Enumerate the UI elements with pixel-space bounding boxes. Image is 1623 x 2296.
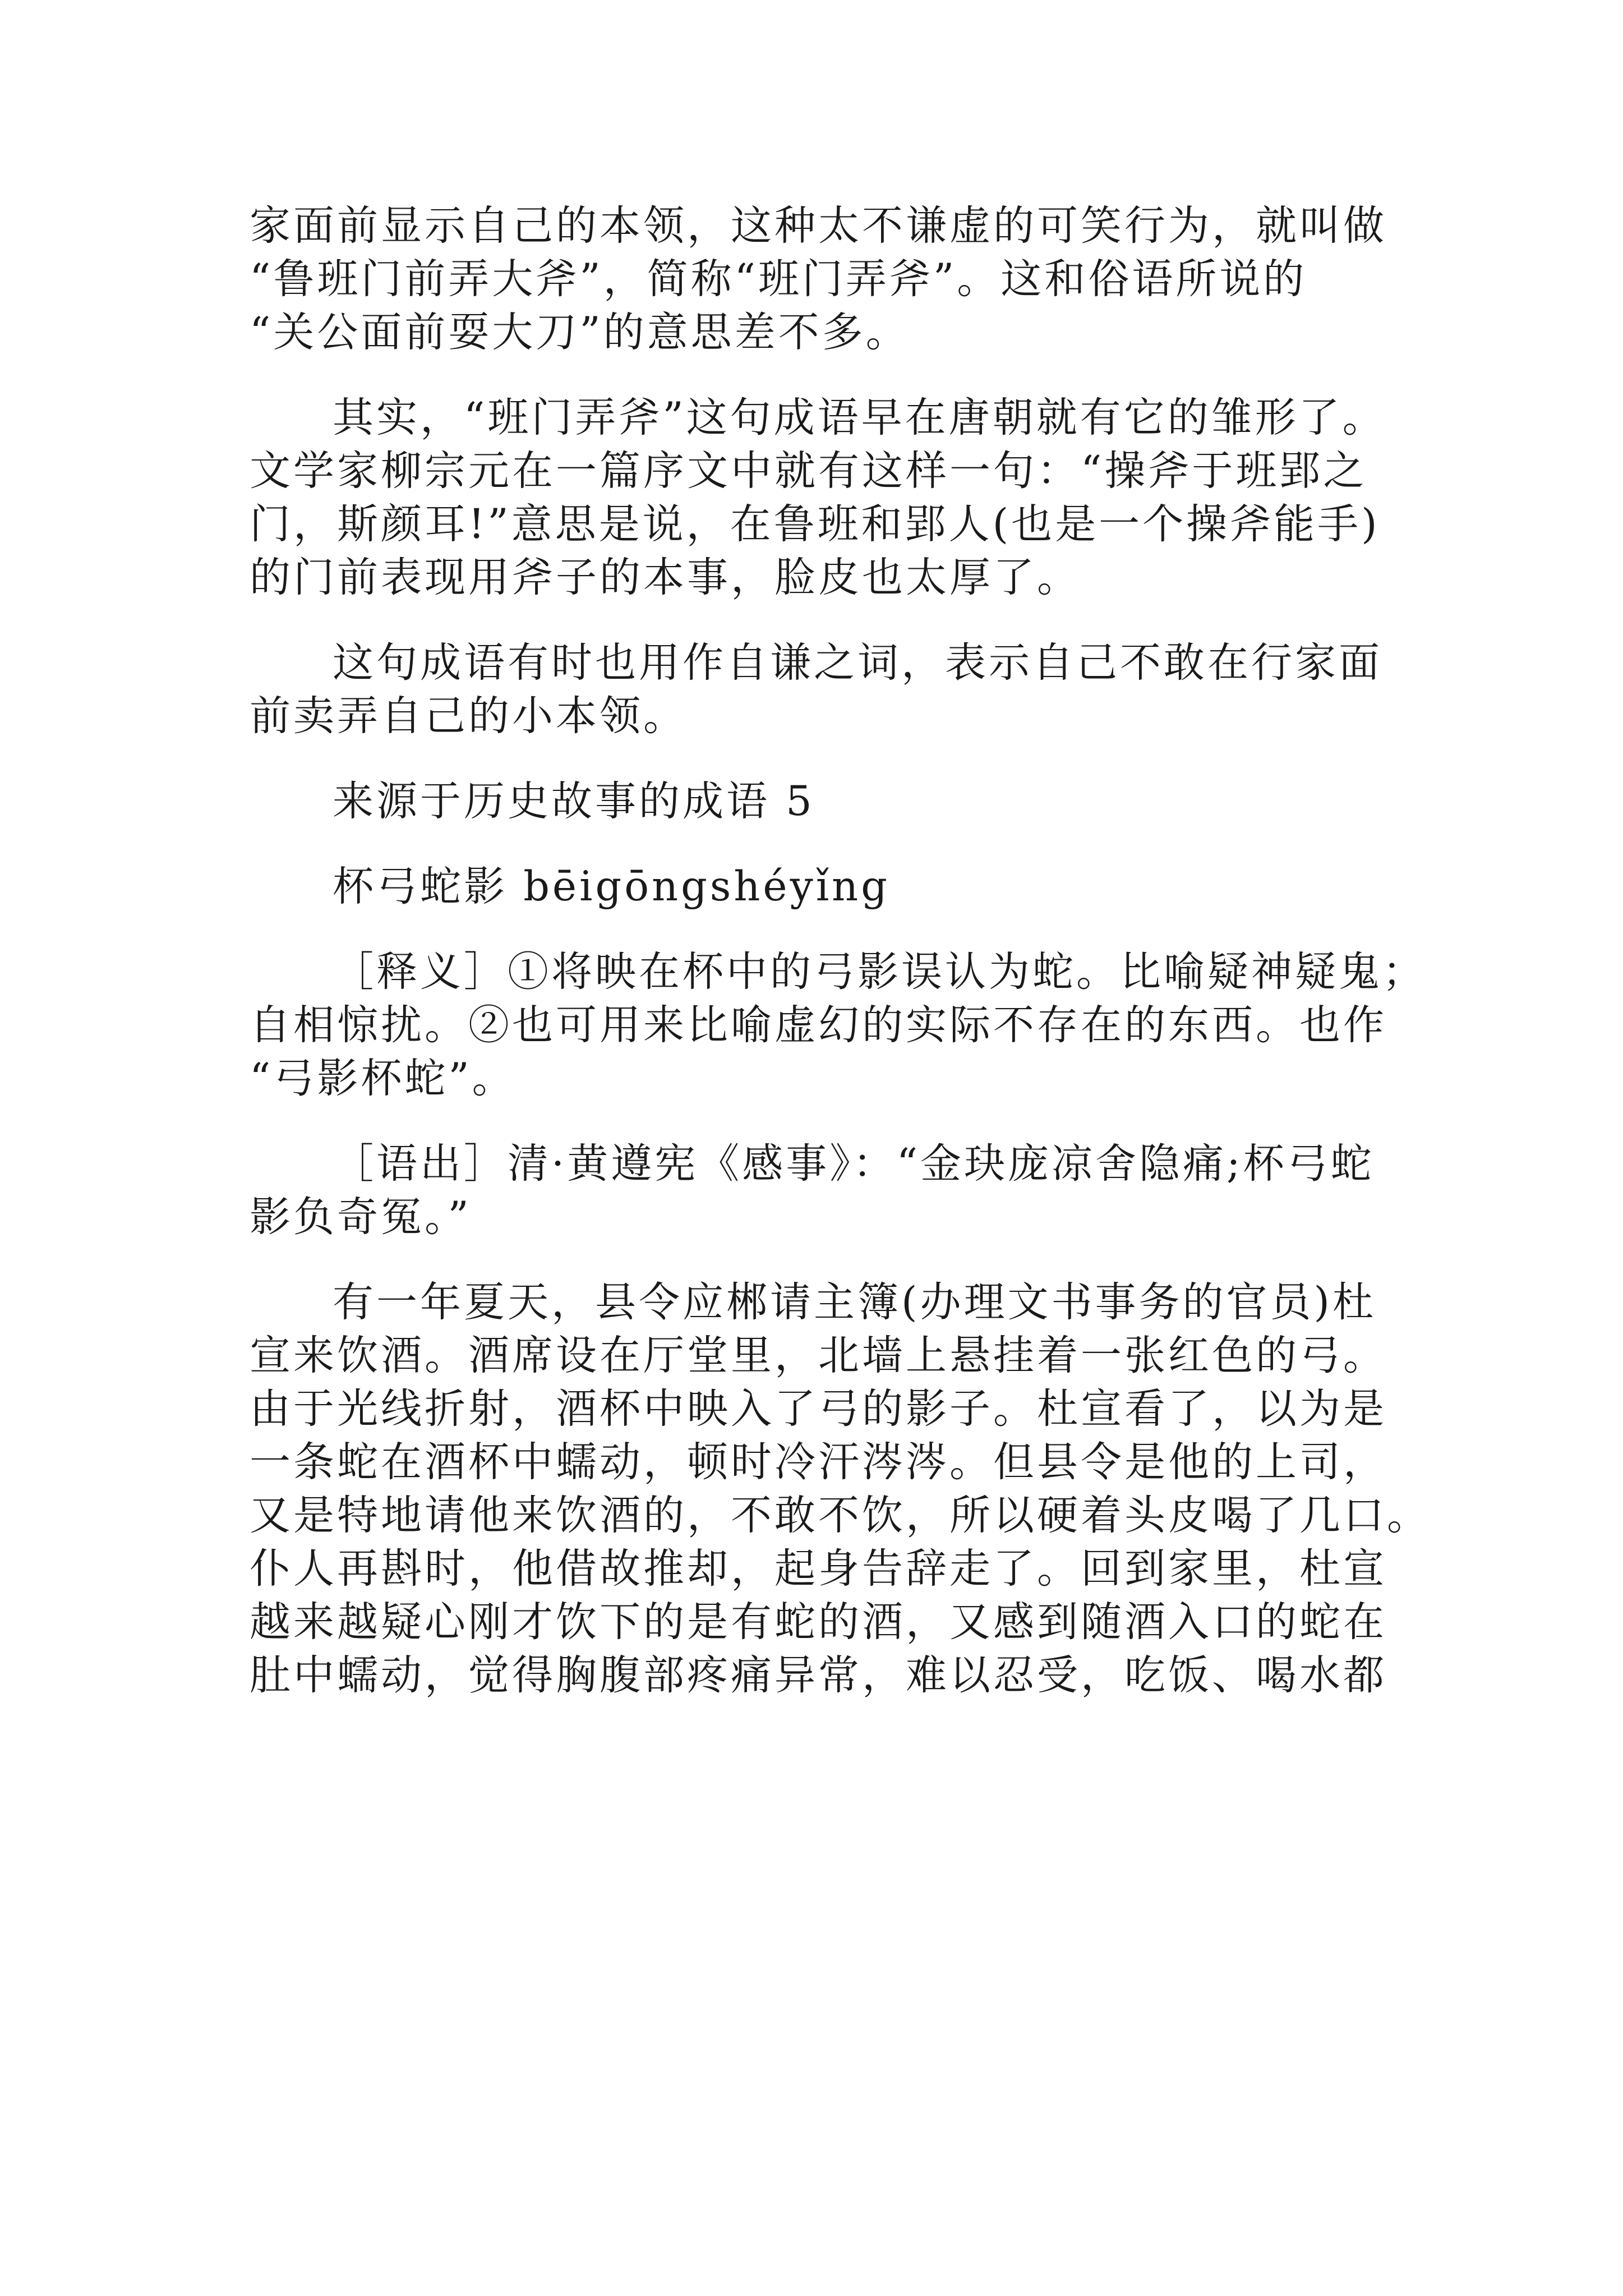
section-heading: 来源于历史故事的成语 5	[333, 777, 815, 825]
paragraph-start-line: 有一年夏天，县令应郴请主簿(办理文书事务的官员)杜	[333, 1278, 1376, 1326]
source-line: ［语出］清·黄遵宪《感事》：“金玦庞凉舍隐痛;杯弓蛇	[333, 1140, 1375, 1188]
text-line: 文学家柳宗元在一篇序文中就有这样一句：“操斧于班郢之	[250, 447, 1367, 495]
text-line: 宣来饮酒。酒席设在厅堂里，北墙上悬挂着一张红色的弓。	[250, 1332, 1387, 1379]
text-line: 前卖弄自己的小本领。	[250, 692, 687, 740]
definition-line: ［释义］①将映在杯中的弓影误认为蛇。比喻疑神疑鬼；	[333, 948, 1426, 996]
text-line: 自相惊扰。②也可用来比喻虚幻的实际不存在的东西。也作	[250, 1001, 1387, 1049]
text-line: 门，斯颜耳!”意思是说，在鲁班和郢人(也是一个操斧能手)	[250, 500, 1380, 548]
text-line: 越来越疑心刚才饮下的是有蛇的酒，又感到随酒入口的蛇在	[250, 1598, 1387, 1646]
text-line: 的门前表现用斧子的本事，脸皮也太厚了。	[250, 554, 1081, 601]
text-line: 一条蛇在酒杯中蠕动，顿时冷汗涔涔。但县令是他的上司，	[250, 1438, 1387, 1486]
text-line: “鲁班门前弄大斧”，简称“班门弄斧”。这和俗语所说的	[250, 255, 1307, 303]
text-line: 肚中蠕动，觉得胸腹部疼痛异常，难以忍受，吃饭、喝水都	[250, 1651, 1387, 1699]
paragraph-start-line: 这句成语有时也用作自谦之词，表示自己不敢在行家面	[333, 639, 1382, 687]
text-line: 家面前显示自己的本领，这种太不谦虚的可笑行为，就叫做	[250, 202, 1387, 250]
body-text	[250, 199, 1431, 1702]
paragraph-start-line: 其实，“班门弄斧”这句成语早在唐朝就有它的雏形了。	[333, 394, 1386, 441]
idiom-title-pinyin: 杯弓蛇影 bēigōngshéyǐng	[333, 863, 890, 910]
text-line: 由于光线折射，酒杯中映入了弓的影子。杜宣看了，以为是	[250, 1385, 1387, 1433]
text-line: 又是特地请他来饮酒的，不敢不饮，所以硬着头皮喝了几口。	[250, 1492, 1431, 1539]
text-line: “关公面前耍大刀”的意思差不多。	[250, 309, 910, 356]
text-line: 影负奇冤。”	[250, 1193, 472, 1241]
text-line: “弓影杯蛇”。	[250, 1055, 516, 1102]
text-line: 仆人再斟时，他借故推却，起身告辞走了。回到家里，杜宣	[250, 1545, 1387, 1593]
